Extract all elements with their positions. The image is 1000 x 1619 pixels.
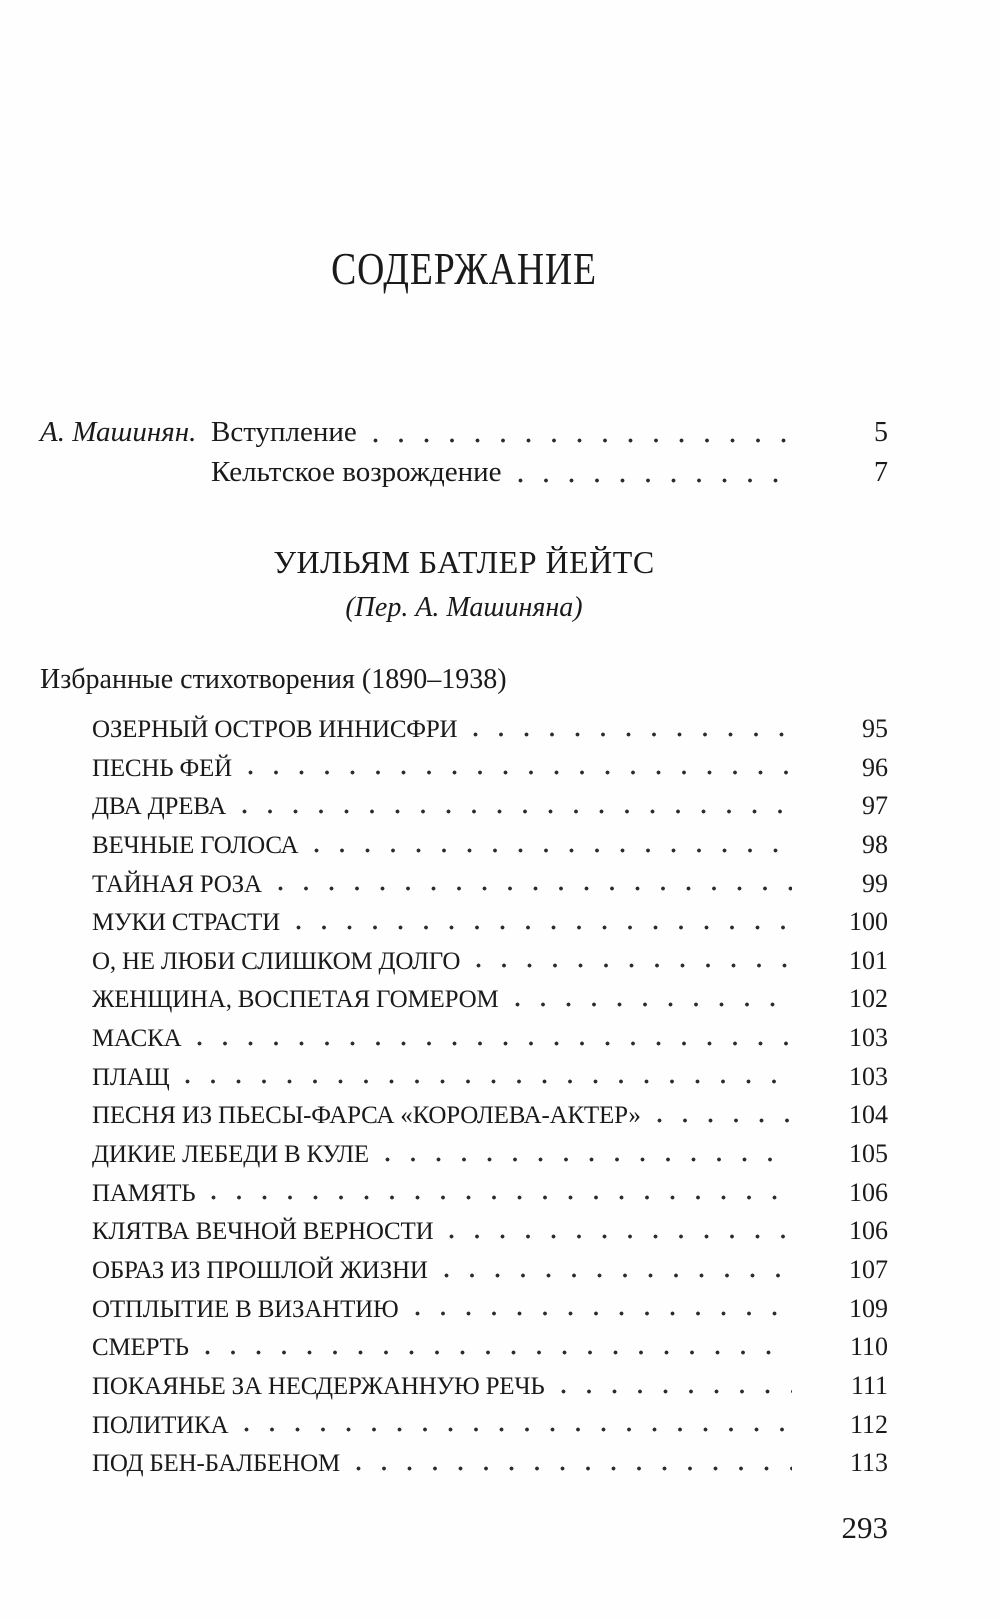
- entry-page-number: 109: [849, 1293, 888, 1323]
- entry-page-number: 105: [849, 1139, 888, 1169]
- dot-leader: [248, 769, 792, 776]
- toc-row: [92, 1020, 888, 1059]
- dot-leader: [473, 731, 792, 738]
- entry-page-number: 97: [862, 791, 888, 821]
- entry-page-number: 104: [849, 1100, 888, 1130]
- entry-title: СМЕРТЬ: [92, 1334, 189, 1362]
- entry-page-number: 100: [849, 907, 888, 937]
- entry-title: ПАМЯТЬ: [92, 1179, 196, 1207]
- toc-row: [92, 788, 888, 827]
- dot-leader: [197, 1040, 792, 1047]
- dot-leader: [242, 808, 792, 815]
- entry-title: ОТПЛЫТИЕ В ВИЗАНТИЮ: [92, 1295, 399, 1323]
- entry-title: КЛЯТВА ВЕЧНОЙ ВЕРНОСТИ: [92, 1218, 434, 1246]
- toc-row: [92, 750, 888, 789]
- toc-row: [92, 1445, 888, 1484]
- entry-page-number: 112: [849, 1409, 888, 1439]
- dot-leader: [244, 1426, 792, 1433]
- toc-row: [92, 866, 888, 905]
- entry-page-number: 95: [862, 714, 888, 743]
- dot-leader: [278, 885, 792, 892]
- entry-page-number: 107: [849, 1254, 888, 1284]
- dot-leader: [476, 962, 792, 969]
- dot-leader: [296, 924, 792, 931]
- page-title: СОДЕРЖАНИЕ: [331, 243, 597, 294]
- dot-leader: [518, 477, 793, 484]
- toc-row: [40, 416, 888, 456]
- entry-page-number: 7: [874, 457, 888, 488]
- dot-leader: [415, 1310, 793, 1317]
- toc-row: [92, 943, 888, 982]
- translator-note: (Пер. А. Машиняна): [345, 592, 583, 623]
- dot-leader: [515, 1001, 792, 1008]
- toc-row: [92, 981, 888, 1020]
- entry-page-number: 111: [850, 1370, 888, 1400]
- entry-title: ТАЙНАЯ РОЗА: [92, 870, 262, 898]
- toc-row: [92, 1059, 888, 1098]
- entry-title: ПЛАЩ: [92, 1063, 170, 1091]
- entry-page-number: 110: [849, 1332, 888, 1362]
- entry-title: ПОКАЯНЬЕ ЗА НЕСДЕРЖАННУЮ РЕЧЬ: [92, 1372, 545, 1400]
- dot-leader: [314, 847, 792, 854]
- toc-row: [92, 1213, 888, 1252]
- toc-row: [92, 827, 888, 866]
- entry-page-number: 113: [849, 1448, 888, 1478]
- entry-title: Кельтское возрождение: [211, 456, 502, 488]
- toc-row: [40, 456, 888, 496]
- toc-row: [92, 1175, 888, 1214]
- entry-title: О, НЕ ЛЮБИ СЛИШКОМ ДОЛГО: [92, 947, 461, 975]
- entry-page-number: 106: [849, 1216, 888, 1246]
- dot-leader: [185, 1078, 792, 1085]
- dot-leader: [356, 1465, 792, 1472]
- entry-page-number: 106: [849, 1177, 888, 1207]
- dot-leader: [211, 1194, 792, 1201]
- dot-leader: [205, 1349, 792, 1356]
- entry-page-number: 102: [849, 984, 888, 1014]
- entry-page-number: 99: [862, 868, 888, 898]
- toc-row: [92, 1291, 888, 1330]
- entry-title: МУКИ СТРАСТИ: [92, 909, 280, 937]
- entry-title: ОЗЕРНЫЙ ОСТРОВ ИННИСФРИ: [92, 716, 458, 743]
- entry-title: ПОД БЕН-БАЛБЕНОМ: [92, 1450, 340, 1478]
- toc-row: [92, 1136, 888, 1175]
- page-number: 293: [841, 1510, 888, 1545]
- toc-row: [92, 1407, 888, 1446]
- entry-title: ДВА ДРЕВА: [92, 793, 227, 821]
- intro-entries-list: [40, 416, 888, 496]
- entry-title: ПОЛИТИКА: [92, 1411, 229, 1439]
- entry-title: ПЕСНЯ ИЗ ПЬЕСЫ-ФАРСА «КОРОЛЕВА-АКТЕР»: [92, 1102, 641, 1130]
- toc-row: [92, 904, 888, 943]
- entry-title: ЖЕНЩИНА, ВОСПЕТАЯ ГОМЕРОМ: [92, 986, 499, 1014]
- entry-title: ПЕСНЬ ФЕЙ: [92, 754, 232, 782]
- entry-title: Вступление: [211, 416, 357, 448]
- entry-title: ОБРАЗ ИЗ ПРОШЛОЙ ЖИЗНИ: [92, 1256, 428, 1284]
- entry-page-number: 103: [849, 1023, 888, 1053]
- dot-leader: [385, 1156, 792, 1163]
- toc-row: [92, 711, 888, 750]
- entry-title: ДИКИЕ ЛЕБЕДИ В КУЛЕ: [92, 1141, 369, 1169]
- poems-group-title: Избранные стихотворения (1890–1938): [40, 664, 507, 695]
- dot-leader: [444, 1272, 792, 1279]
- author-heading: УИЛЬЯМ БАТЛЕР ЙЕЙТС: [273, 544, 655, 580]
- toc-row: [92, 1252, 888, 1291]
- entry-author: А. Машинян.: [40, 416, 197, 448]
- entry-page-number: 98: [862, 829, 888, 859]
- dot-leader: [373, 437, 792, 444]
- toc-row: [92, 1329, 888, 1368]
- entry-page-number: 101: [849, 945, 888, 975]
- dot-leader: [657, 1117, 792, 1124]
- toc-row: [92, 1368, 888, 1407]
- entry-title: ВЕЧНЫЕ ГОЛОСА: [92, 831, 299, 859]
- dot-leader: [561, 1388, 792, 1395]
- entry-page-number: 5: [874, 417, 888, 448]
- toc-row: [92, 1097, 888, 1136]
- entry-page-number: 103: [849, 1061, 888, 1091]
- dot-leader: [449, 1233, 792, 1240]
- entry-title: МАСКА: [92, 1025, 182, 1053]
- poems-toc-list: [92, 711, 888, 1484]
- entry-page-number: 96: [862, 752, 888, 782]
